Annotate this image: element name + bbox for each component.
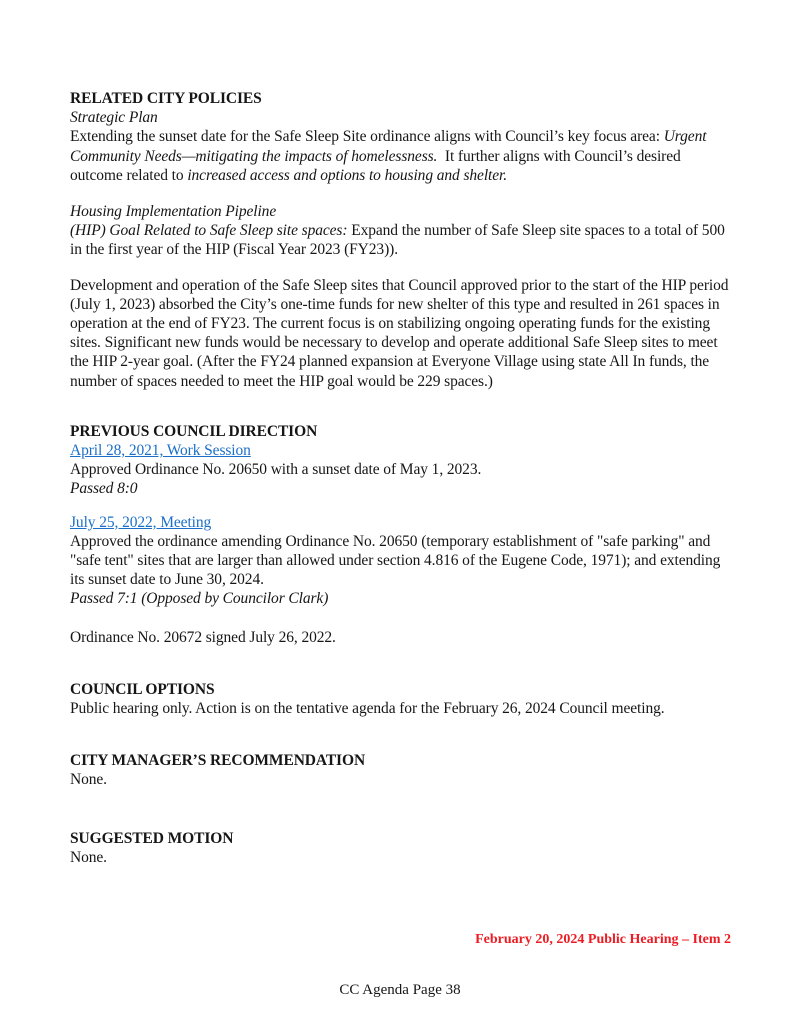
ordinance-amendment-text: Approved the ordinance amending Ordinance No. 20650 (temporary establishment of "safe parking" and "safe tent" sites that are larger than allowed under section 4.816 of the Eugene Code, 1971); and extending its sunset date to June 30, 2024. — [70, 532, 721, 589]
strategic-plan-paragraph — [70, 127, 732, 185]
development-paragraph: Development and operation of the Safe Sleep sites that Council approved prior to the start of the HIP period (July 1, 2023) absorbed the City’s one-time funds for new shelter of this type and resulted in 261 spaces in operation at the end of FY23. The current focus is on stabilizing ongoing operating funds for the existing sites. Significant new funds would be necessary to develop and operate additional Safe Sleep sites to meet the HIP 2-year goal. (After the FY24 planned expansion at Everyone Village using state All In funds, the number of spaces needed to meet the HIP goal would be 229 spaces.) — [70, 276, 729, 390]
document-body — [70, 89, 732, 867]
hip-goal-lead: (HIP) Goal Related to Safe Sleep site spaces: — [70, 222, 348, 240]
july-2022-meeting-link[interactable]: July 25, 2022, Meeting — [70, 513, 212, 531]
hip-subheading: Housing Implementation Pipeline — [70, 203, 277, 221]
ordinance-20650-text: Approved Ordinance No. 20650 with a sunset date of May 1, 2023. — [70, 461, 482, 479]
hearing-item-footer-note: February 20, 2024 Public Hearing – Item 2 — [475, 932, 731, 947]
agenda-page-number: CC Agenda Page 38 — [339, 982, 461, 998]
strategic-plan-text-1: Extending the sunset date for the Safe Sleep Site ordinance aligns with Council’s key focus area: — [70, 128, 664, 146]
suggested-motion-heading: SUGGESTED MOTION — [70, 829, 234, 847]
strategic-plan-text-2: Urgent Community Needs—mitigating the impacts of homelessness. — [70, 128, 707, 165]
meeting-link-line — [70, 513, 732, 532]
council-options-text: Public hearing only. Action is on the tentative agenda for the February 26, 2024 Council meeting. — [70, 700, 665, 718]
city-manager-recommendation-heading: CITY MANAGER’S RECOMMENDATION — [70, 752, 366, 770]
hip-goal-text: Expand the number of Safe Sleep site spaces to a total of 500 in the first year of the HIP (Fiscal Year 2023 (FY23)). — [70, 222, 725, 259]
passed-8-0-result: Passed 8:0 — [70, 480, 138, 498]
city-manager-recommendation-text: None. — [70, 771, 107, 789]
passed-7-1-result: Passed 7:1 (Opposed by Councilor Clark) — [70, 590, 329, 608]
suggested-motion-text: None. — [70, 848, 107, 866]
hip-goal-paragraph — [70, 221, 732, 259]
ordinance-signed-note: Ordinance No. 20672 signed July 26, 2022. — [70, 628, 336, 646]
strategic-plan-text-3: It further aligns with Council’s desired outcome related to — [70, 147, 681, 184]
previous-direction-heading: PREVIOUS COUNCIL DIRECTION — [70, 422, 318, 440]
april-2021-work-session-link[interactable]: April 28, 2021, Work Session — [70, 442, 251, 460]
related-policies-heading: RELATED CITY POLICIES — [70, 90, 262, 107]
work-session-link-line — [70, 441, 732, 460]
strategic-plan-subheading: Strategic Plan — [70, 109, 158, 127]
strategic-plan-text-4: increased access and options to housing and shelter. — [187, 166, 508, 184]
council-options-heading: COUNCIL OPTIONS — [70, 680, 215, 698]
